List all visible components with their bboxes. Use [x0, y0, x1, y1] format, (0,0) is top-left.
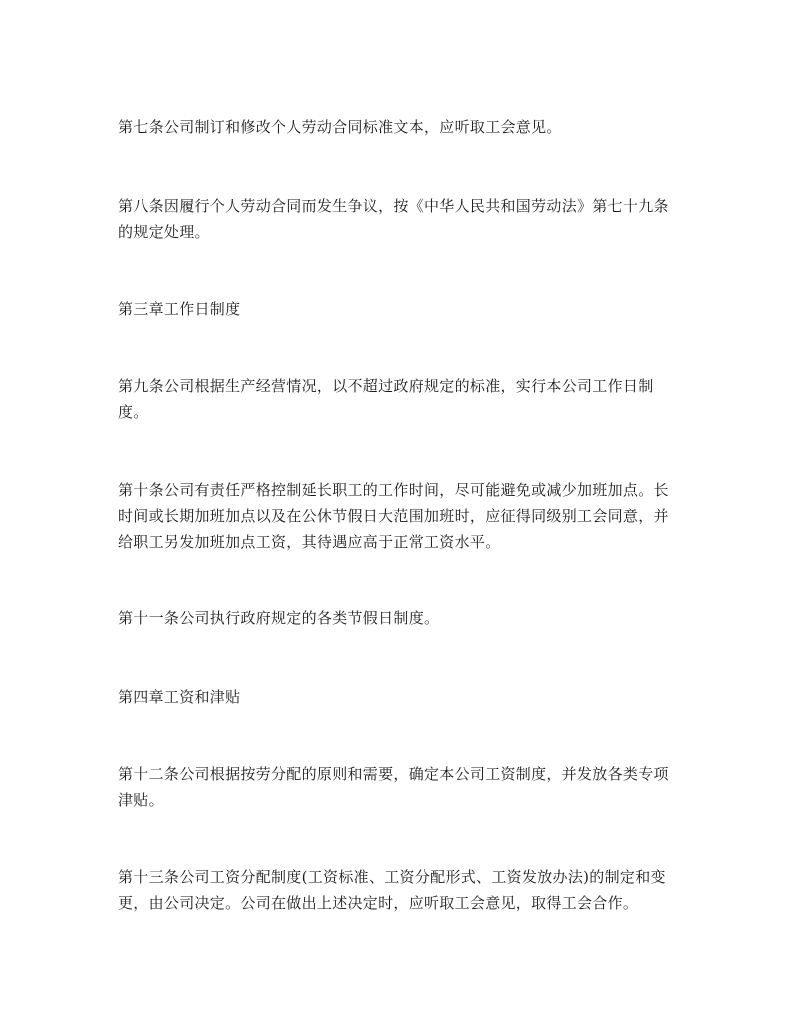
chapter-4-heading: 第四章工资和津贴	[118, 688, 241, 706]
article-10: 第十条公司有责任严格控制延长职工的工作时间，尽可能避免或减少加班加点。长时间或长期加班加点以及在公休节假日大范围加班时，应征得同级别工会同意，并给职工另发加班加点工资，其待遇应高于正常工资水平。	[118, 481, 669, 551]
article-7: 第七条公司制订和修改个人劳动合同标准文本，应听取工会意见。	[118, 118, 562, 136]
article-12: 第十二条公司根据按劳分配的原则和需要，确定本公司工资制度，并发放各类专项津贴。	[118, 765, 669, 809]
article-13: 第十三条公司工资分配制度(工资标准、工资分配形式、工资发放办法)的制定和变更，由公司决定。公司在做出上述决定时，应听取工会意见，取得工会合作。	[118, 868, 666, 912]
chapter-3-heading: 第三章工作日制度	[118, 300, 241, 318]
article-8: 第八条因履行个人劳动合同而发生争议，按《中华人民共和国劳动法》第七十九条的规定处理。	[118, 197, 669, 241]
article-11: 第十一条公司执行政府规定的各类节假日制度。	[118, 609, 440, 627]
article-9: 第九条公司根据生产经营情况，以不超过政府规定的标准，实行本公司工作日制度。	[118, 377, 654, 421]
